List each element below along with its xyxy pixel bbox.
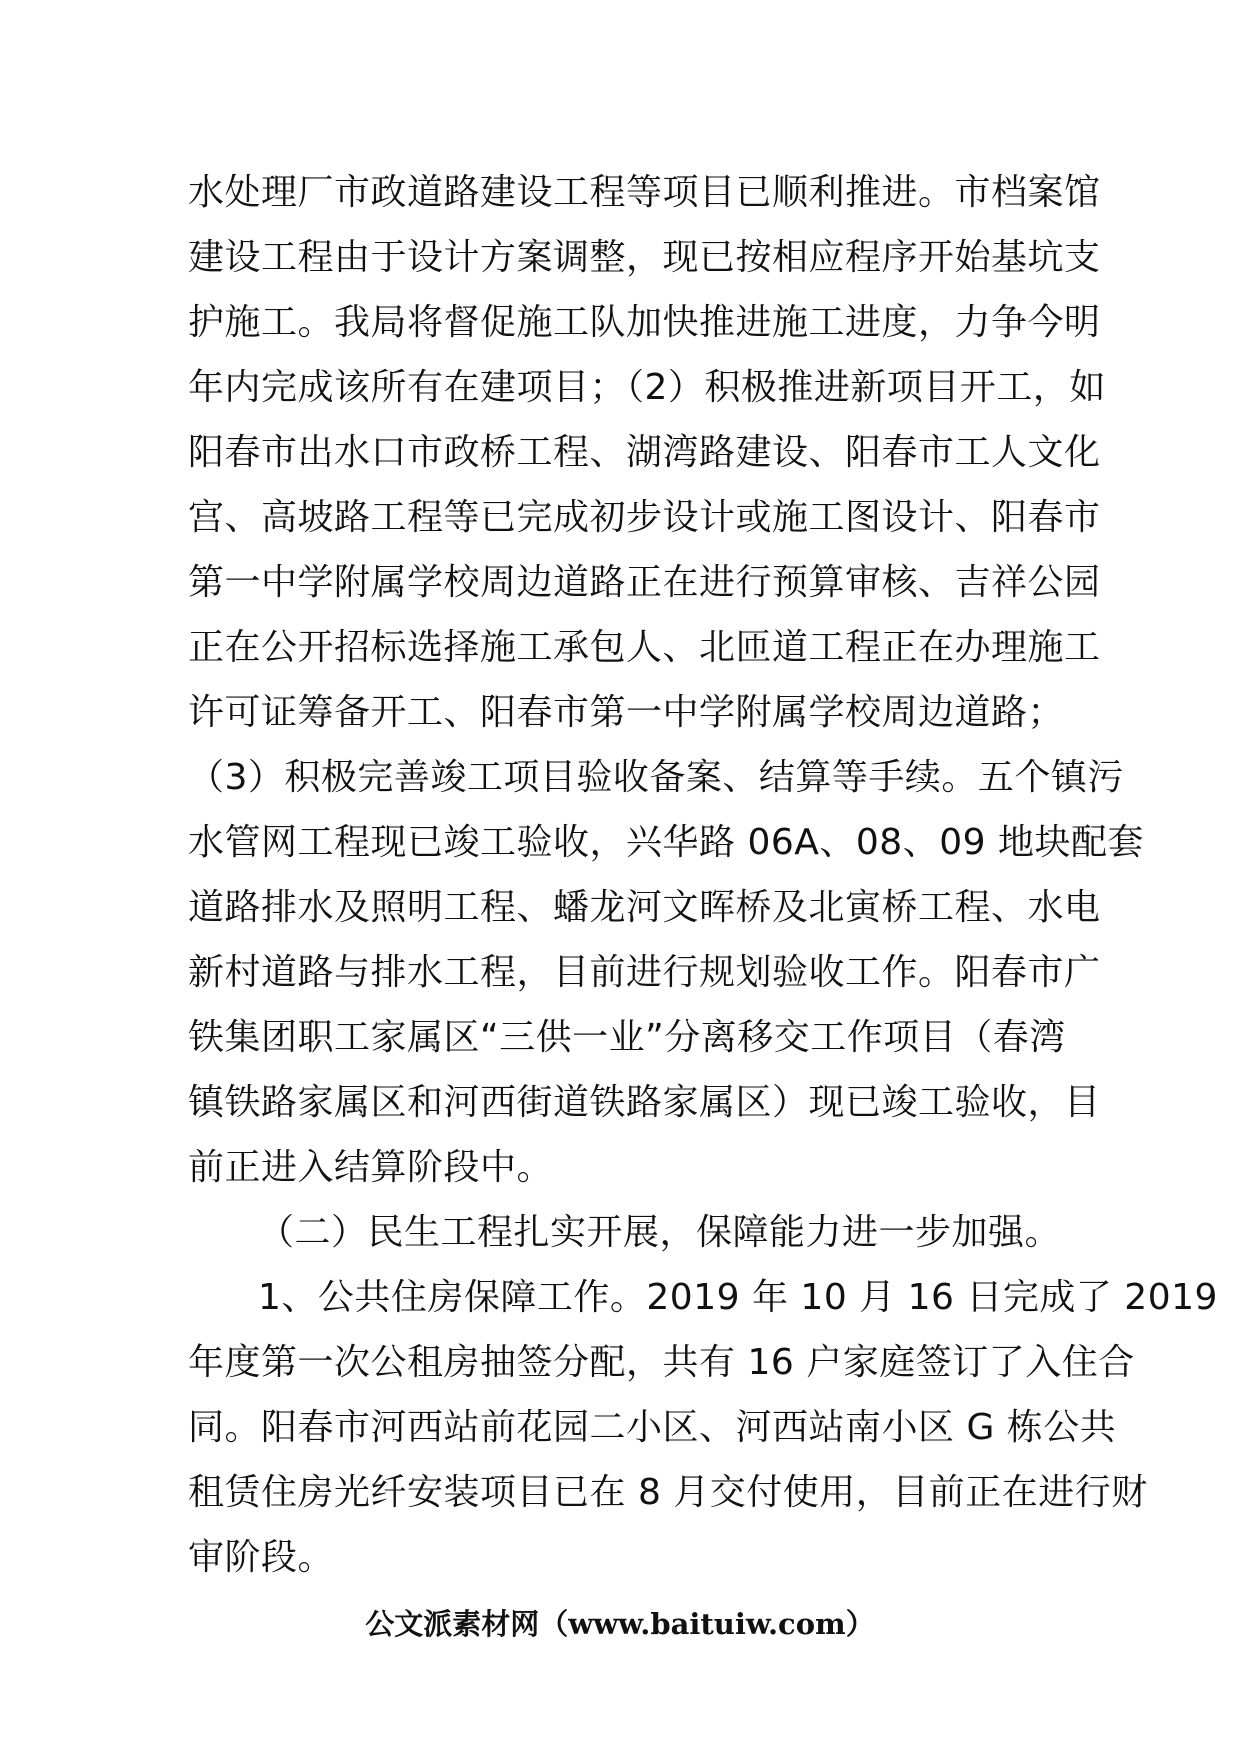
text-line: 护施工。我局将督促施工队加快推进施工进度，力争今明	[188, 302, 1101, 343]
text-line: 年度第一次公租房抽签分配，共有 16 户家庭签订了入住合	[188, 1342, 1135, 1383]
footer-watermark: 公文派素材网（www.baituiw.com）	[365, 1607, 875, 1641]
document-body	[188, 160, 1218, 1590]
text-line: 审阶段。	[188, 1537, 335, 1578]
paragraph-start: 1、公共住房保障工作。2019 年 10 月 16 日完成了 2019	[258, 1277, 1218, 1318]
text-line: 水处理厂市政道路建设工程等项目已顺利推进。市档案馆	[188, 172, 1101, 213]
text-line: （3）积极完善竣工项目验收备案、结算等手续。五个镇污	[188, 757, 1124, 798]
text-line: 正在公开招标选择施工承包人、北匝道工程正在办理施工	[188, 627, 1101, 668]
text-line: 前正进入结算阶段中。	[188, 1147, 554, 1188]
text-line: 镇铁路家属区和河西街道铁路家属区）现已竣工验收，目	[188, 1082, 1101, 1123]
text-line: 新村道路与排水工程，目前进行规划验收工作。阳春市广	[188, 952, 1101, 993]
text-line: 宫、高坡路工程等已完成初步设计或施工图设计、阳春市	[188, 497, 1101, 538]
text-line: 铁集团职工家属区“三供一业”分离移交工作项目（春湾	[188, 1017, 1066, 1058]
text-line: 年内完成该所有在建项目；（2）积极推进新项目开工，如	[188, 367, 1106, 408]
text-line: 许可证筹备开工、阳春市第一中学附属学校周边道路；	[188, 692, 1065, 733]
text-line: 道路排水及照明工程、蟠龙河文晖桥及北寅桥工程、水电	[188, 887, 1101, 928]
text-line: 阳春市出水口市政桥工程、湖湾路建设、阳春市工人文化	[188, 432, 1101, 473]
text-line: 第一中学附属学校周边道路正在进行预算审核、吉祥公园	[188, 562, 1101, 603]
text-line: 同。阳春市河西站前花园二小区、河西站南小区 G 栋公共	[188, 1407, 1117, 1448]
text-line: 建设工程由于设计方案调整，现已按相应程序开始基坑支	[188, 237, 1101, 278]
text-line: 租赁住房光纤安装项目已在 8 月交付使用，目前正在进行财	[188, 1472, 1148, 1513]
section-heading: （二）民生工程扎实开展，保障能力进一步加强。	[258, 1212, 1062, 1253]
text-line: 水管网工程现已竣工验收，兴华路 06A、08、09 地块配套	[188, 822, 1144, 863]
